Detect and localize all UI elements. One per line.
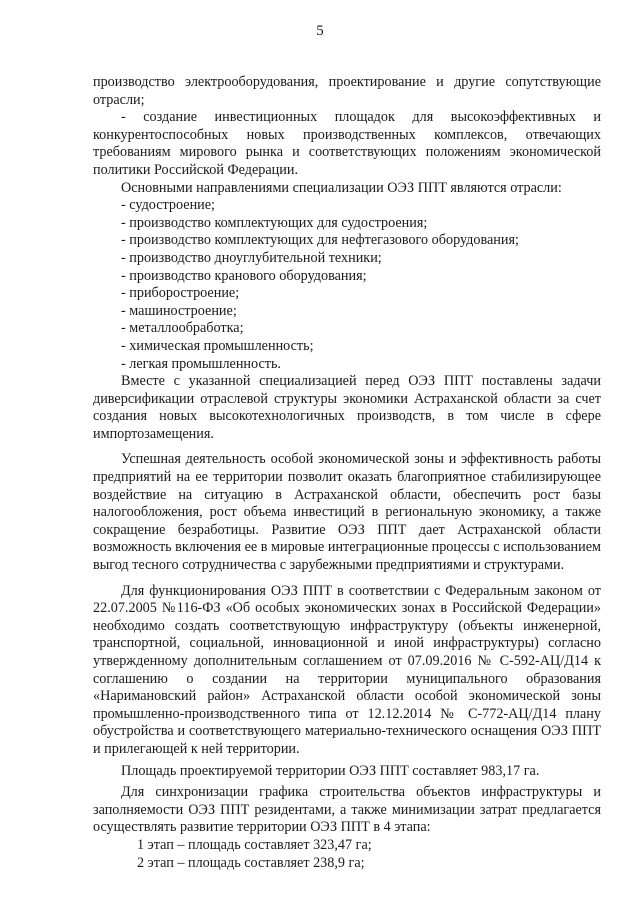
- document-body: [93, 74, 601, 872]
- paragraph-success: Успешная деятельность особой экономической зоны и эффективность работы предприятий на ее территории позволит оказать благоприятное стабилизирующее воздействие на ситуацию в Астраханской области, обеспечить рост базы налогообложения, рост объема инвестиций в региональную экономику, а также сокращение безработицы. Развитие ОЭЗ ППТ дает Астраханской области возможность включения ее в мировые интеграционные процессы с использованием выгод тесного сотрудничества с зарубежными предприятиями и структурами.: [93, 451, 601, 574]
- paragraph-diversification: Вместе с указанной специализацией перед ОЭЗ ППТ поставлены задачи диверсификации отраслевой структуры экономики Астраханской области за счет создания новых высокотехнологичных производств, в том числе в сфере импортозамещения.: [93, 373, 601, 442]
- list-item: - химическая промышленность;: [121, 337, 314, 354]
- paragraph-synchronization: Для синхронизации графика строительства объектов инфраструктуры и заполняемости ОЭЗ ППТ резидентами, а также минимизации затрат предлагается осуществлять развитие территории ОЭЗ ППТ в 4 этапа:: [93, 784, 601, 836]
- stage-item: 1 этап – площадь составляет 323,47 га;: [137, 836, 372, 853]
- paragraph-infrastructure: Для функционирования ОЭЗ ППТ в соответствии с Федеральным законом от 22.07.2005 №116-ФЗ «Об особых экономических зонах в Российской Федерации» необходимо создать соответствующую инфраструктуру (объекты инженерной, транспортной, социальной, инновационной и иной инфраструктуры) согласно утвержденному дополнительным соглашением от 07.09.2016 № С-592-АЦ/Д14 к соглашению о создании на территории муниципального образования «Наримановский район» Астраханской области особой экономической зоны промышленно-производственного типа от 12.12.2014 № С-772-АЦ/Д14 плану обустройства и соответствующего материально-технического оснащения ОЭЗ ППТ и прилегающей к ней территории.: [93, 582, 601, 757]
- specialization-heading: Основными направлениями специализации ОЭЗ ППТ являются отрасли:: [121, 179, 562, 196]
- list-item: - легкая промышленность.: [121, 355, 281, 372]
- intro-item: - создание инвестиционных площадок для высокоэффективных и конкурентоспособных новых производственных комплексов, отвечающих требованиям мирового рынка и соответствующих положениям экономической политики Российской Федерации.: [93, 109, 601, 178]
- list-item: - металлообработка;: [121, 320, 244, 337]
- list-item: - машиностроение;: [121, 302, 237, 319]
- specialization-list: [93, 197, 601, 373]
- intro-continuation: производство электрооборудования, проектирование и другие сопутствующие отрасли;: [93, 74, 601, 108]
- list-item: - судостроение;: [121, 197, 215, 214]
- list-item: - производство комплектующих для судостроения;: [121, 214, 428, 231]
- stage-item: 2 этап – площадь составляет 238,9 га;: [137, 854, 365, 871]
- list-item: - производство дноуглубительной техники;: [121, 249, 382, 266]
- list-item: - приборостроение;: [121, 285, 240, 302]
- stages-list: [93, 837, 601, 872]
- list-item: - производство кранового оборудования;: [121, 267, 367, 284]
- page-number: 5: [316, 23, 324, 39]
- list-item: - производство комплектующих для нефтегазового оборудования;: [121, 232, 519, 249]
- paragraph-area: Площадь проектируемой территории ОЭЗ ППТ составляет 983,17 га.: [121, 762, 540, 779]
